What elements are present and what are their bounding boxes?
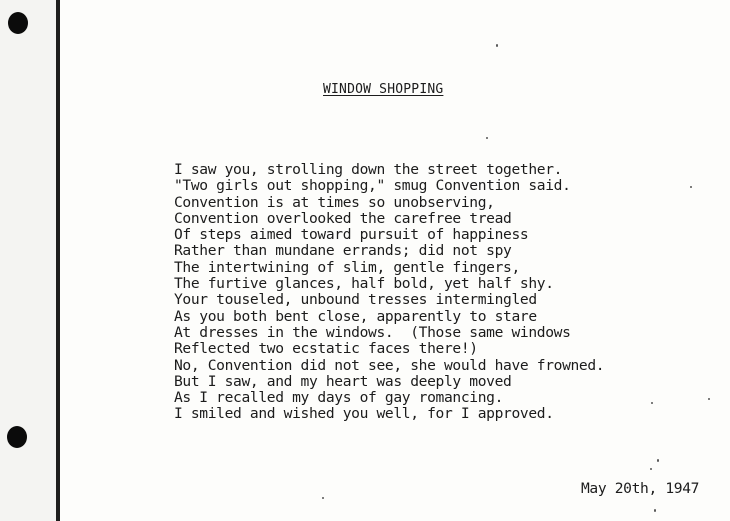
poem-line: "Two girls out shopping," smug Convention said. <box>174 177 571 195</box>
paper-speck <box>496 44 498 47</box>
poem-title: WINDOW SHOPPING <box>323 82 444 97</box>
poem-line: Convention is at times so unobserving, <box>174 193 495 211</box>
page-edge-line <box>56 0 60 521</box>
paper-speck <box>322 497 324 499</box>
poem-line: I smiled and wished you well, for I approved. <box>174 405 554 423</box>
poem-line: But I saw, and my heart was deeply moved <box>174 372 512 390</box>
poem-line: Your touseled, unbound tresses intermingled <box>174 291 537 309</box>
paper-speck <box>690 186 692 188</box>
paper-speck <box>486 137 488 139</box>
poem-line: The furtive glances, half bold, yet half shy. <box>174 275 554 293</box>
poem-line: As I recalled my days of gay romancing. <box>174 389 504 407</box>
punch-hole-bottom <box>7 426 27 448</box>
paper-speck <box>650 468 652 470</box>
poem-line: At dresses in the windows. (Those same windows <box>174 323 571 341</box>
paper-speck <box>708 398 710 400</box>
poem-line: As you both bent close, apparently to stare <box>174 307 537 325</box>
poem-line: I saw you, strolling down the street together. <box>174 161 563 178</box>
poem-line: Convention overlooked the carefree tread <box>174 209 512 227</box>
paper-speck <box>651 402 653 404</box>
poem-line: Reflected two ecstatic faces there!) <box>174 340 478 358</box>
poem-line: Rather than mundane errands; did not spy <box>174 242 512 260</box>
poem-line: Of steps aimed toward pursuit of happiness <box>174 226 529 244</box>
paper-speck <box>654 509 656 512</box>
poem-date: May 20th, 1947 <box>581 480 700 497</box>
paper-speck <box>657 459 659 462</box>
poem-line: No, Convention did not see, she would have frowned. <box>174 356 605 374</box>
poem-body <box>174 162 604 423</box>
poem-line: The intertwining of slim, gentle fingers, <box>174 258 520 276</box>
punch-hole-top <box>8 12 28 34</box>
